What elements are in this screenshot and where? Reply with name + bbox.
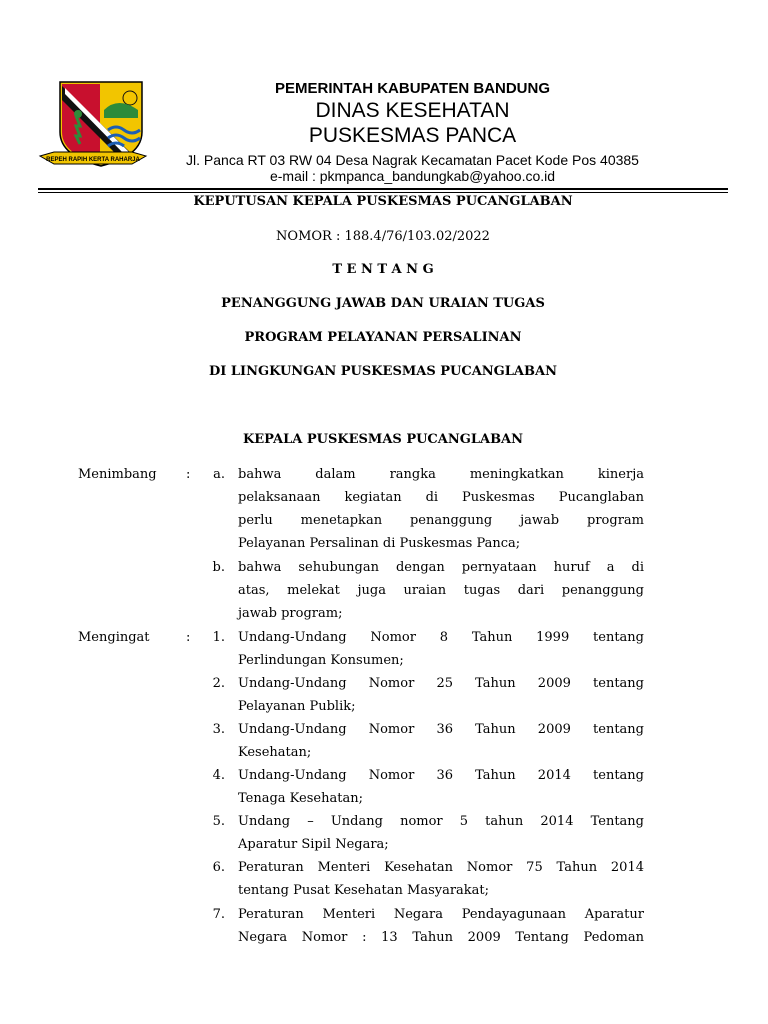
list-marker: 5. <box>212 814 225 829</box>
mengingat-label: Mengingat <box>78 630 150 645</box>
svg-text:REPEH RAPIH KERTA RAHARJA: REPEH RAPIH KERTA RAHARJA <box>46 157 140 163</box>
letterhead-address: Jl. Panca RT 03 RW 04 Desa Nagrak Kecamatan Pacet Kode Pos 40385 <box>186 152 639 168</box>
letterhead-divider-thick <box>38 188 728 190</box>
list-item-line: Undang – Undang nomor 5 tahun 2014 Tentang <box>238 814 644 829</box>
mengingat-colon: : <box>186 630 191 645</box>
list-item-line: Undang-Undang Nomor 25 Tahun 2009 tentang <box>238 676 644 691</box>
letterhead-divider-thin <box>38 192 728 193</box>
list-marker: 4. <box>212 768 225 783</box>
decree-subject-2: PROGRAM PELAYANAN PERSALINAN <box>244 330 522 345</box>
list-marker: 2. <box>212 676 225 691</box>
list-item-line: Pelayanan Persalinan di Puskesmas Panca; <box>238 536 521 551</box>
letterhead-agency: DINAS KESEHATAN <box>315 99 510 122</box>
decree-number: NOMOR : 188.4/76/103.02/2022 <box>276 229 490 244</box>
list-item-line: atas, melekat juga uraian tugas dari penanggung <box>238 583 644 598</box>
list-item-line: Aparatur Sipil Negara; <box>238 837 389 852</box>
list-item-line: Peraturan Menteri Kesehatan Nomor 75 Tahun 2014 <box>238 860 644 875</box>
list-marker: 6. <box>212 860 225 875</box>
list-item-line: jawab program; <box>238 606 343 621</box>
list-item-line: pelaksanaan kegiatan di Puskesmas Pucanglaban <box>238 490 644 505</box>
list-item-line: bahwa dalam rangka meningkatkan kinerja <box>238 467 644 482</box>
list-item-line: perlu menetapkan penanggung jawab program <box>238 513 644 528</box>
list-item-line: Undang-Undang Nomor 36 Tahun 2009 tentang <box>238 722 644 737</box>
menimbang-label: Menimbang <box>78 467 157 482</box>
decree-subject-3: DI LINGKUNGAN PUSKESMAS PUCANGLABAN <box>209 364 557 379</box>
list-item-line: tentang Pusat Kesehatan Masyarakat; <box>238 883 490 898</box>
list-item-line: Negara Nomor : 13 Tahun 2009 Tentang Pedoman <box>238 930 644 945</box>
list-item-line: Kesehatan; <box>238 745 312 760</box>
list-item-line: Undang-Undang Nomor 36 Tahun 2014 tentang <box>238 768 644 783</box>
kabupaten-bandung-crest-logo <box>38 80 148 175</box>
letterhead-unit: PUSKESMAS PANCA <box>308 124 517 147</box>
decree-issuer: KEPALA PUSKESMAS PUCANGLABAN <box>242 432 524 447</box>
decree-about: T E N T A N G <box>332 262 434 277</box>
list-item-line: Peraturan Menteri Negara Pendayagunaan Aparatur <box>238 907 644 922</box>
decree-subject-1: PENANGGUNG JAWAB DAN URAIAN TUGAS <box>221 296 545 311</box>
list-marker: 7. <box>212 907 225 922</box>
list-marker: a. <box>213 467 225 482</box>
list-item-line: Tenaga Kesehatan; <box>238 791 363 806</box>
list-marker: 1. <box>212 630 225 645</box>
list-item-line: bahwa sehubungan dengan pernyataan huruf a di <box>238 560 644 575</box>
letterhead-email: e-mail : pkmpanca_bandungkab@yahoo.co.id <box>269 168 556 184</box>
decree-title: KEPUTUSAN KEPALA PUSKESMAS PUCANGLABAN <box>193 194 573 209</box>
list-marker: b. <box>212 560 225 575</box>
list-item-line: Perlindungan Konsumen; <box>238 653 404 668</box>
list-item-line: Pelayanan Publik; <box>238 699 356 714</box>
list-item-line: Undang-Undang Nomor 8 Tahun 1999 tentang <box>238 630 644 645</box>
list-marker: 3. <box>212 722 225 737</box>
menimbang-colon: : <box>186 467 191 482</box>
letterhead-government: PEMERINTAH KABUPATEN BANDUNG <box>275 80 550 97</box>
